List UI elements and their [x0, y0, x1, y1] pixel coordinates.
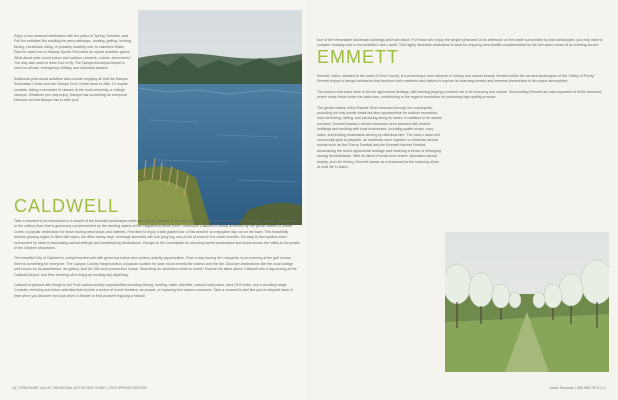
emmett-paragraph: The town's roots trace back to its rich agricultural heritage, with farming playing a central role in its economy and culture. Surrounding Emmett are vast expanses of fertile farmland, where crops thrive under the idaho sun, contributing to the region's reputation for producing high-quality produce.	[317, 89, 602, 100]
lake-photo	[138, 10, 302, 225]
caldwell-paragraph: Caldwell is packed with things to do! Find outdoor activity opportunities including fishing, hunting, water activities, various local parks, area OHV trails, and a shooting range. Consider checking out indoor activities that include a choice of movie theaters, an arcade, or exploring the various museums. Take a moment to feel like you've stepped back in time when you discover the local drive-in theatre or find yourself enjoying a historic	[14, 283, 293, 298]
orchard-photo-illustration	[445, 232, 609, 372]
caldwell-paragraph: The beautiful City of Caldwell is complemented well with generous indoor and outdoor activity opportunities. From a day touring the vineyards, to an evening at the golf course, there is something for everyone. The Canyon County Fairgrounds is a popular location for year-round events like rodeos and the fair. Discover destinations like the local college well known for its planetarium, art gallery, and the 350-seat proscenium house. Searching for adventure close to home? Explore the skies above Caldwell with a day touring at the Caldwell Airport, and then heading off to enjoy an exciting sky skydiving.	[14, 256, 297, 277]
intro-paragraph: Enjoy a four seasons destination with the parks of Spring, Summer, and Fall fun activities like strolling the area pathways, boating, golfing, hunting, fishing, horseback riding, or possibly heading over to Lakeview Water Park for water fun or Midway Sports Park ideal for sports activities galore. What about year-round indoor and outdoor concerts, rodeos, and events? You may also want to learn how to fly. The Nampa Municipal Airport is used for private, emergency, military, and industrial aviation.	[14, 34, 132, 71]
emmett-body	[317, 74, 603, 176]
emmett-paragraph: Emmett, Idaho, situated in the heart of Gem County, is a picturesque town steeped in history and natural beauty. Nestled within the verdant landscapes of the "Valley of Plenty," Emmett enjoys a tranquil ambiance that beckons both residents and visitors to explore its charming streets and immerse themselves in its unique atmosphere.	[317, 74, 596, 84]
right-page	[309, 0, 618, 400]
intro-paragraph: Additional year-round activities also include enjoying all that the Nampa Recreation Center and the Nampa Civic Center have to offer. Or maybe consider taking a semester of classes at the local university or college campus. Whatever you may enjoy, Nampa has something for everyone. Discover all that Nampa has to offer you!	[14, 76, 128, 103]
emmett-heading: EMMETT	[317, 47, 399, 67]
emmett-paragraph: The gentle waters of the Payette River meander through the countryside, providing not only scenic vistas but also opportunities for outdoor recreation, such as fishing, rafting, and picnicking along its banks. In addition to its natural wonders, Emmett boasts a vibrant downtown area adorned with historic buildings and bustling with local businesses, including quaint shops, cozy cafes, and inviting restaurants serving up delicious fare. The town's close-knit community spirit is palpable, as residents come together to celebrate annual events such as the Cherry Festival and the Emmett Harvest Festival, showcasing the area's agricultural heritage and fostering a sense of belonging among its inhabitants. With its blend of small-town charm, abundant natural beauty, and rich history, Emmett stands as a testament to the enduring allure of rural life in Idaho.	[317, 105, 442, 170]
caldwell-body	[14, 219, 300, 304]
orchard-photo	[445, 232, 609, 372]
left-page-footer: 16 | TREASURE VALLEY SEASONAL ACTIVITIES GUIDE | 2023 SPRING EDITION	[12, 386, 147, 390]
continued-paragraph: tour of the remarkable downtown buildings and train depot. For those who enjoy the simple pleasures of an afternoon on the water surrounded by lush landscapes, you may want to consider heading over to the beautiful Lake Lowell. This highly desirable destination is ideal for enjoying area birdlife complemented by the rich warm colors of an evening sunset.	[317, 37, 603, 47]
caldwell-heading: CALDWELL	[14, 196, 120, 216]
lake-photo-illustration	[138, 10, 302, 225]
caldwell-paragraph: Take a moment to be introduced to a wealth of the beautiful landscapes within the City of Caldwell. From the rolling green hills lined delicately with vineyards, groves, and orchards, to the valley's floor that is graciously complemented by the winding waters of the magnificent Boise River. Downtown Caldwell is ideally accented by the gentle waters of Indian Creek, a popular destination for those touring area shops and eateries. First time to enjoy a self-guided tour of this area for an enjoyable day out on the town. This beautifully diverse growing region is filled with warm, fun-filled sunny days, evenings accented with low-lying fog, and a hint of snow in the colder months. It's easy to feel spoiled when surrounded by Idaho's fascinating natural settings and breathtaking destinations. Escape to the countryside for stunning scenic landscapes and views across the valley to the peaks of the Owyhee Mountains.	[14, 219, 300, 251]
intro-text-column	[14, 34, 132, 109]
right-page-footer: Justin Edwards | 208-989-7074 | 17	[549, 386, 606, 390]
